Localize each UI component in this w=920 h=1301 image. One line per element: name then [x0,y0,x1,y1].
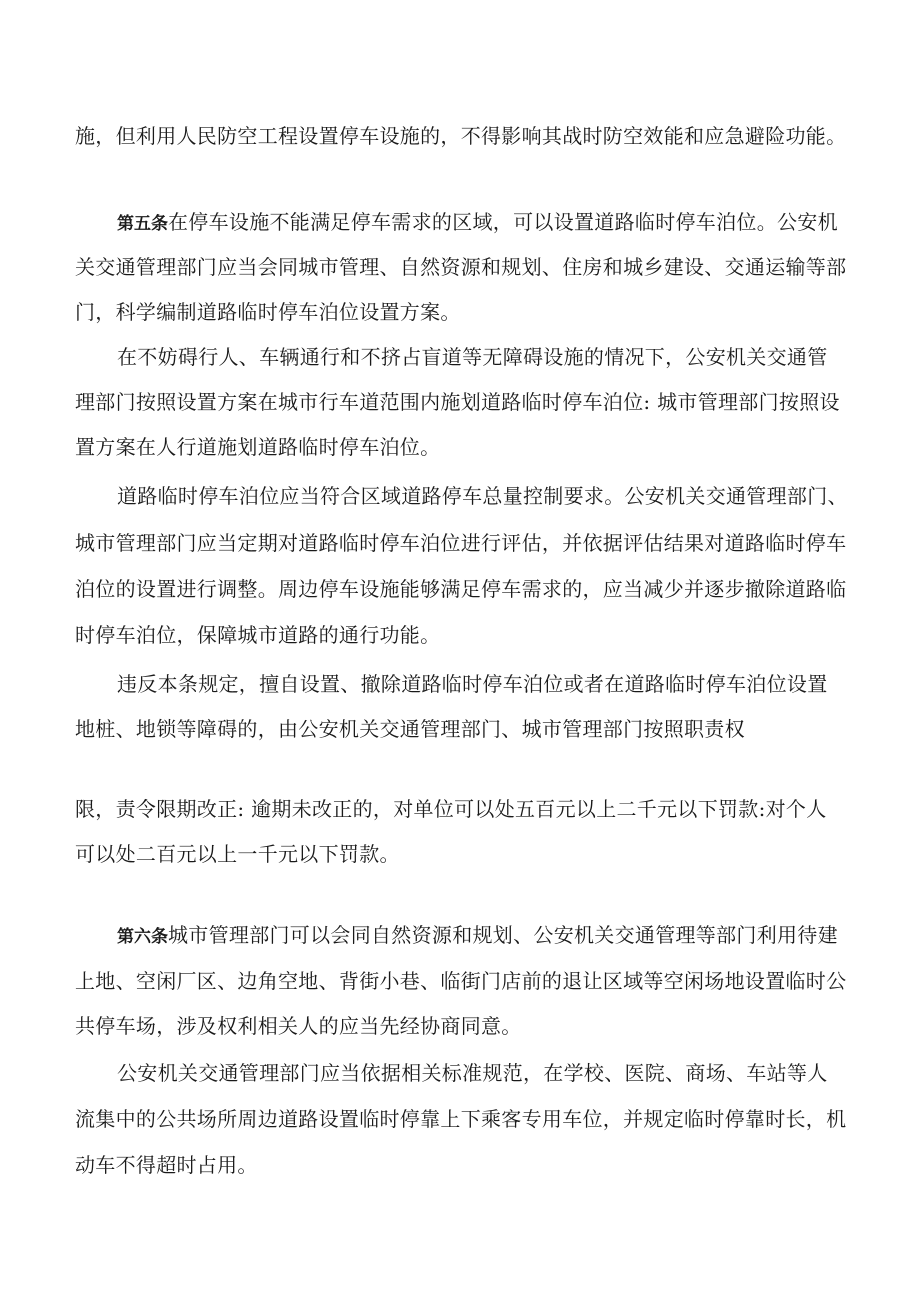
paragraph-line: 可以处二百元以上一千元以下罚款。 [75,842,400,866]
paragraph-line: 共停车场，涉及权利相关人的应当先经协商同意。 [75,1014,522,1038]
article-heading: 第五条 [117,214,168,234]
paragraph-line: 公安机关交通管理部门应当依据相关标准规范，在学校、医院、商场、车站等人 [117,1061,828,1085]
paragraph-line: 置方案在人行道施划道路临时停车泊位。 [75,435,441,459]
article-6-line [117,921,845,951]
paragraph-line: 流集中的公共场所周边道路设置临时停靠上下乘客专用车位，并规定临时停靠时长，机 [75,1107,847,1131]
article-heading: 第六条 [117,927,168,947]
article-text: 在停车设施不能满足停车需求的区域，可以设置道路临时停车泊位。公安机 [168,210,838,234]
paragraph-line: 理部门按照设置方案在城市行车道范围内施划道路临时停车泊位: 城市管理部门按照设 [75,390,840,414]
paragraph-line: 道路临时停车泊位应当符合区域道路停车总量控制要求。公安机关交通管理部门、 [117,484,848,508]
paragraph-line: 泊位的设置进行调整。周边停车设施能够满足停车需求的，应当减少并逐步撤除道路临 [75,577,847,601]
paragraph-line: 时停车泊位，保障城市道路的通行功能。 [75,623,441,647]
article-text: 城市管理部门可以会同自然资源和规划、公安机关交通管理等部门利用待建 [168,923,838,947]
paragraph-line: 限，责令限期改正: 逾期未改正的，对单位可以处五百元以上二千元以下罚款:对个人 [75,797,827,821]
paragraph-line: 违反本条规定，擅自设置、撤除道路临时停车泊位或者在道路临时停车泊位设置 [117,672,828,696]
paragraph-line: 门，科学编制道路临时停车泊位设置方案。 [75,300,461,324]
paragraph-line: 上地、空闲厂区、边角空地、背街小巷、临街门店前的退让区域等空闲场地设置临时公 [75,969,847,993]
paragraph-line: 地桩、地锁等障碍的，由公安机关交通管理部门、城市管理部门按照职责权 [75,717,745,741]
paragraph-line: 关交通管理部门应当会同城市管理、自然资源和规划、住房和城乡建设、交通运输等部 [75,255,847,279]
paragraph-line: 动车不得超时占用。 [75,1153,258,1177]
paragraph-line: 城市管理部门应当定期对道路临时停车泊位进行评估，并依据评估结果对道路临时停车 [75,531,847,555]
article-5-line [117,208,845,238]
paragraph-line: 在不妨碍行人、车辆通行和不挤占盲道等无障碍设施的情况下，公安机关交通管 [117,345,828,369]
paragraph-line: 施，但利用人民防空工程设置停车设施的，不得影响其战时防空效能和应急避险功能。 [75,124,847,148]
